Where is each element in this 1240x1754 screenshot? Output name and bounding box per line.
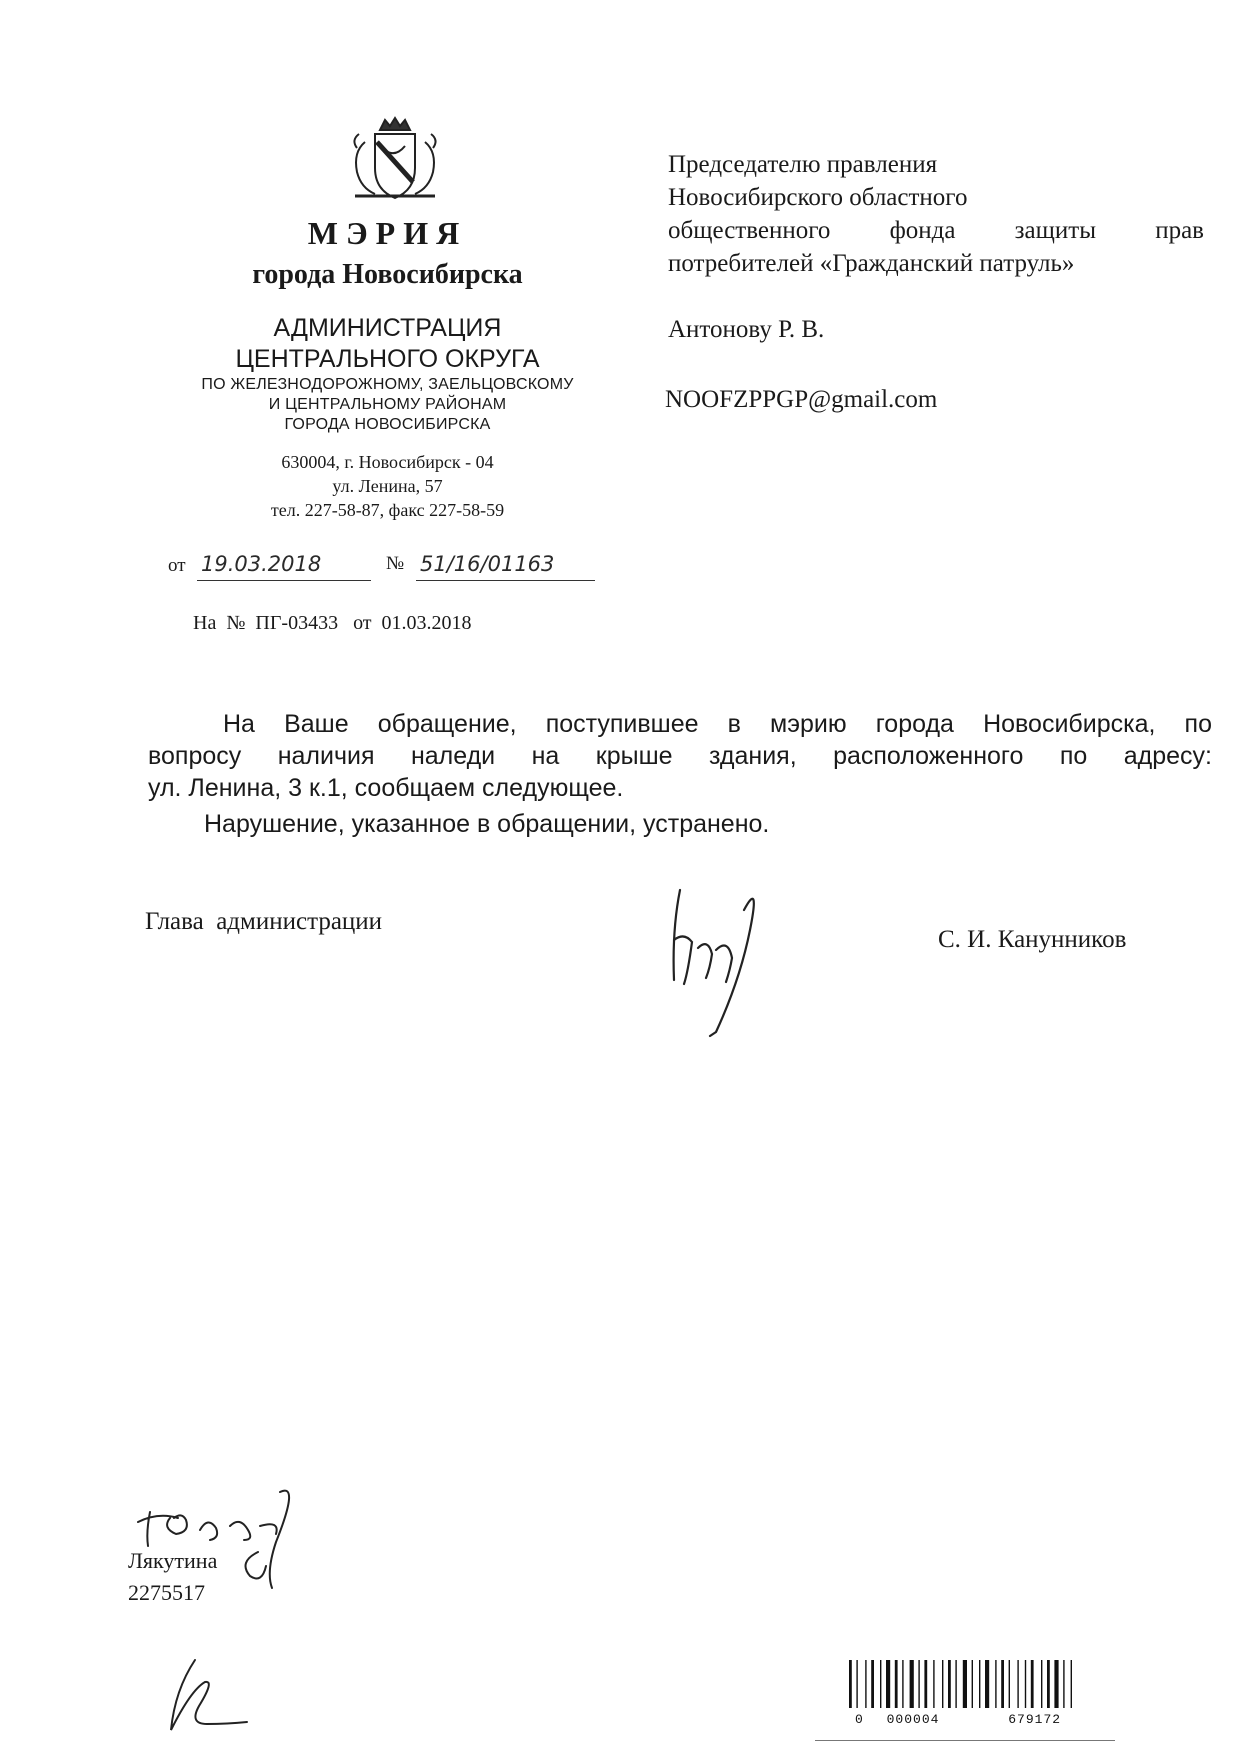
handwritten-number: 51/16/01163 (416, 552, 595, 581)
address-line-2: ул. Ленина, 57 (332, 476, 443, 496)
body-paragraph-2: Нарушение, указанное в обращении, устранено. (204, 810, 770, 838)
executor-signature-icon (130, 1482, 330, 1592)
barcode-digits-mid: 000004 (886, 1712, 940, 1727)
body-line-3: ул. Ленина, 3 к.1, сообщаем следующее. (148, 774, 624, 802)
recipient-email: NOOFZPPGP@gmail.com (665, 386, 938, 413)
handwritten-signature-icon (640, 880, 800, 1040)
handwritten-date: 19.03.2018 (197, 552, 371, 581)
body-paragraph-1 (148, 708, 1212, 804)
recipient-line-2: Новосибирского областного (668, 184, 968, 211)
recipient-name: Антонову Р. В. (668, 316, 825, 343)
recipient-block (668, 148, 1204, 280)
admin-small-3: ГОРОДА НОВОСИБИРСКА (284, 416, 491, 433)
admin-small-1: ПО ЖЕЛЕЗНОДОРОЖНОМУ, ЗАЕЛЬЦОВСКОМУ (201, 376, 574, 393)
barcode-digit-left: 0 (855, 1712, 864, 1727)
executor-phone: 2275517 (128, 1580, 205, 1605)
incoming-reference: На № ПГ-03433 от 01.03.2018 (193, 612, 472, 634)
recipient-line-3: общественного фонда защиты прав (668, 217, 1204, 244)
bottom-signature-icon (155, 1652, 255, 1737)
date-prefix: от (168, 555, 186, 576)
admin-small-2: И ЦЕНТРАЛЬНОМУ РАЙОНАМ (268, 396, 507, 413)
letter-body (148, 708, 1212, 840)
barcode-digits (855, 1712, 1075, 1727)
bottom-rule (815, 1740, 1115, 1741)
recipient-line-1: Председателю правления (668, 151, 938, 178)
recipient-line-4: потребителей «Гражданский патруль» (668, 250, 1075, 277)
org-city: города Новосибирска (252, 259, 523, 290)
body-line-2: вопросу наличия наледи на крыше здания, расположенного по адресу: (148, 742, 1212, 770)
executor-name: Лякутина (128, 1548, 218, 1573)
administration-block (150, 313, 625, 435)
address-block (150, 450, 625, 522)
barcode-icon (845, 1660, 1115, 1720)
city-coat-of-arms-icon (335, 112, 455, 212)
signatory-title: Глава администрации (145, 908, 383, 935)
contacts-line: тел. 227-58-87, факс 227-58-59 (270, 500, 505, 520)
org-title: МЭРИЯ (307, 215, 468, 251)
admin-line-1: АДМИНИСТРАЦИЯ (273, 314, 502, 342)
number-prefix: № (386, 553, 405, 574)
address-line-1: 630004, г. Новосибирск - 04 (281, 452, 494, 472)
barcode-digits-right: 679172 (1008, 1712, 1062, 1727)
signatory-name: С. И. Канунников (938, 926, 1127, 953)
admin-line-2: ЦЕНТРАЛЬНОГО ОКРУГА (235, 345, 540, 373)
body-line-1: На Ваше обращение, поступившее в мэрию города Новосибирска, по (223, 710, 1212, 738)
